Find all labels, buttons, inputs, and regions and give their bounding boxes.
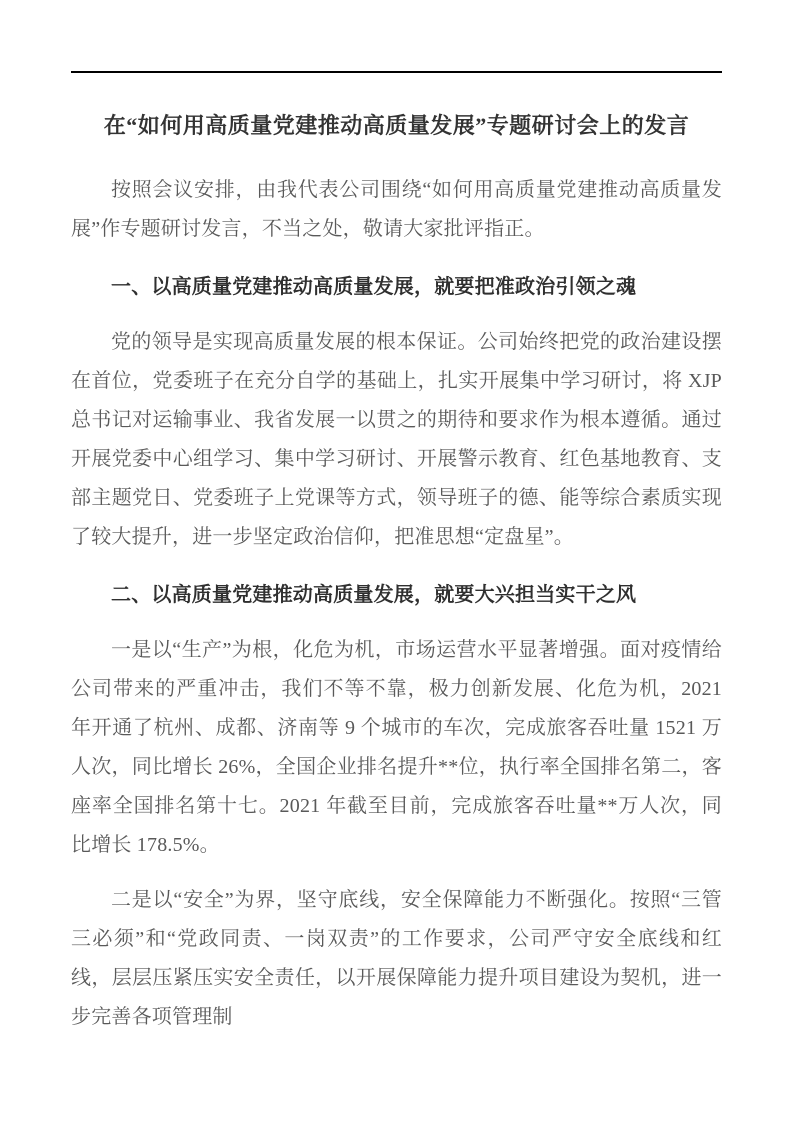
- document-content: [71, 111, 722, 1053]
- paragraph-section-2-point-1: 一是以“生产”为根，化危为机，市场运营水平显著增强。面对疫情给公司带来的严重冲击，我们不等不靠，极力创新发展、化危为机，2021 年开通了杭州、成都、济南等 9 个城市的车次，完成旅客吞吐量 1521 万人次，同比增长 26%，全国企业排名提升**位，执行率全国排名第二，客座率全国排名第十七。2021 年截至目前，完成旅客吞吐量**万人次，同比增长 178.5%。: [71, 639, 722, 856]
- header-divider-line: [71, 71, 722, 73]
- document-title: 在“如何用高质量党建推动高质量发展”专题研讨会上的发言: [103, 113, 690, 138]
- section-heading-1: 一、以高质量党建推动高质量发展，就要把准政治引领之魂: [111, 276, 637, 298]
- paragraph-section-1: 党的领导是实现高质量发展的根本保证。公司始终把党的政治建设摆在首位，党委班子在充分自学的基础上，扎实开展集中学习研讨，将 XJP 总书记对运输事业、我省发展一以贯之的期待和要求作为根本遵循。通过开展党委中心组学习、集中学习研讨、开展警示教育、红色基地教育、支部主题党日、党委班子上党课等方式，领导班子的德、能等综合素质实现了较大提升，进一步坚定政治信仰，把准思想“定盘星”。: [71, 331, 722, 548]
- section-heading-2: 二、以高质量党建推动高质量发展，就要大兴担当实干之风: [111, 584, 637, 606]
- paragraph-intro: 按照会议安排，由我代表公司围绕“如何用高质量党建推动高质量发展”作专题研讨发言，不当之处，敬请大家批评指正。: [71, 179, 722, 240]
- paragraph-section-2-point-2: 二是以“安全”为界，坚守底线，安全保障能力不断强化。按照“三管三必须”和“党政同责、一岗双责”的工作要求，公司严守安全底线和红线，层层压紧压实安全责任，以开展保障能力提升项目建设为契机，进一步完善各项管理制: [71, 889, 722, 1028]
